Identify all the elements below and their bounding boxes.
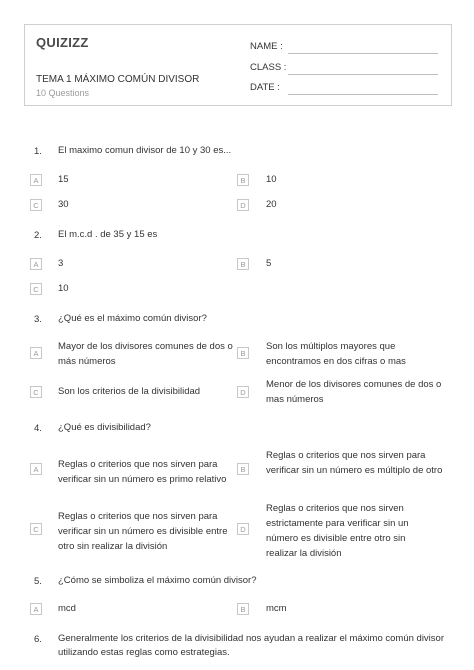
quizizz-logo: QUIZIZZ bbox=[36, 35, 89, 50]
option-letter-a[interactable]: A bbox=[30, 174, 42, 186]
question-number: 5. bbox=[34, 576, 42, 587]
option-letter-c[interactable]: C bbox=[30, 523, 42, 535]
option-text: 30 bbox=[58, 199, 69, 210]
question-text: ¿Cómo se simboliza el máximo común divisor? bbox=[58, 575, 257, 586]
option-letter-b[interactable]: B bbox=[237, 174, 249, 186]
option-letter-d[interactable]: D bbox=[237, 386, 249, 398]
class-label: CLASS : bbox=[250, 62, 287, 73]
question-number: 1. bbox=[34, 146, 42, 157]
option-letter-b[interactable]: B bbox=[237, 258, 249, 270]
question-number: 3. bbox=[34, 314, 42, 325]
option-text: mcm bbox=[266, 603, 287, 614]
option-letter-a[interactable]: A bbox=[30, 258, 42, 270]
option-text: Son los criterios de la divisibilidad bbox=[58, 386, 201, 397]
date-line[interactable] bbox=[288, 94, 438, 95]
option-letter-b[interactable]: B bbox=[237, 463, 249, 475]
option-text: 20 bbox=[266, 199, 277, 210]
option-text: Reglas o criterios que nos sirven para verificar sin un número es divisible entre otro sin realizar la división bbox=[58, 511, 228, 552]
option-text: 15 bbox=[58, 174, 69, 185]
question-number: 4. bbox=[34, 423, 42, 434]
name-label: NAME : bbox=[250, 41, 283, 52]
worksheet-subtitle: 10 Questions bbox=[36, 88, 90, 98]
option-text: Reglas o criterios que nos sirven para verificar sin un número es múltiplo de otro bbox=[266, 450, 443, 476]
worksheet-title: TEMA 1 MÁXIMO COMÚN DIVISOR bbox=[36, 74, 200, 85]
option-text: 10 bbox=[266, 174, 277, 185]
question-text: El m.c.d . de 35 y 15 es bbox=[58, 229, 158, 240]
option-letter-b[interactable]: B bbox=[237, 603, 249, 615]
question-text: ¿Qué es el máximo común divisor? bbox=[58, 313, 207, 324]
option-text: 3 bbox=[58, 258, 64, 269]
option-letter-d[interactable]: D bbox=[237, 199, 249, 211]
question-number: 2. bbox=[34, 230, 42, 241]
question-number: 6. bbox=[34, 634, 42, 645]
question-text: ¿Qué es divisibilidad? bbox=[58, 422, 151, 433]
option-text: mcd bbox=[58, 603, 76, 614]
date-label: DATE : bbox=[250, 82, 280, 93]
option-letter-c[interactable]: C bbox=[30, 283, 42, 295]
option-letter-c[interactable]: C bbox=[30, 386, 42, 398]
option-text: Reglas o criterios que nos sirven para verificar sin un número es primo relativo bbox=[58, 459, 227, 485]
option-letter-d[interactable]: D bbox=[237, 523, 249, 535]
option-letter-a[interactable]: A bbox=[30, 463, 42, 475]
option-letter-a[interactable]: A bbox=[30, 603, 42, 615]
name-line[interactable] bbox=[288, 53, 438, 54]
question-text: El maximo comun divisor de 10 y 30 es... bbox=[58, 145, 232, 156]
option-letter-a[interactable]: A bbox=[30, 347, 42, 359]
option-letter-b[interactable]: B bbox=[237, 347, 249, 359]
option-text: Reglas o criterios que nos sirven estrictamente para verificar sin un número es divisible entre otro sin realizar la división bbox=[266, 503, 409, 559]
option-text: Son los múltiplos mayores que encontramos en dos cifras o mas bbox=[266, 341, 406, 367]
option-text: 10 bbox=[58, 283, 69, 294]
question-text: Generalmente los criterios de la divisibilidad nos ayudan a realizar el máximo común divisor utilizando estas reglas como estrategias. bbox=[58, 633, 444, 658]
option-text: 5 bbox=[266, 258, 272, 269]
option-letter-c[interactable]: C bbox=[30, 199, 42, 211]
class-line[interactable] bbox=[288, 74, 438, 75]
option-text: Mayor de los divisores comunes de dos o más números bbox=[58, 341, 233, 367]
option-text: Menor de los divisores comunes de dos o mas números bbox=[266, 379, 442, 405]
